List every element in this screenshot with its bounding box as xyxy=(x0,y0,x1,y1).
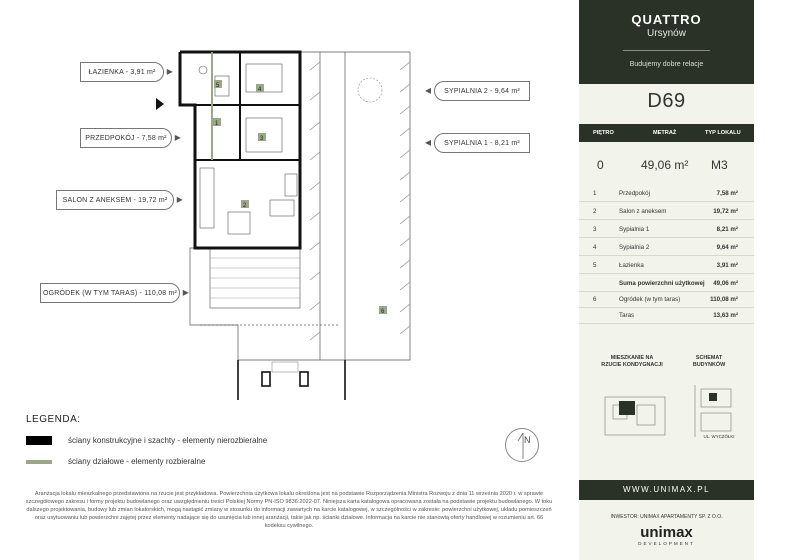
callout-przedpokoj xyxy=(80,128,181,148)
info-panel xyxy=(579,0,754,560)
room-name: Taras xyxy=(619,312,635,319)
arrow-left-icon: ◂ xyxy=(425,135,432,149)
room-number-4: 4 xyxy=(258,87,262,93)
callout-ogrodek-label: OGRÓDEK (W TYM TARAS) - 110,08 m² xyxy=(42,289,178,297)
arrow-right-icon: ▸ xyxy=(166,64,173,78)
room-row xyxy=(579,222,754,238)
website-link[interactable]: WWW.UNIMAX.PL xyxy=(579,480,754,500)
room-name: Przedpokój xyxy=(619,190,650,197)
divider xyxy=(623,50,710,51)
room-num: 1 xyxy=(593,190,597,197)
room-row xyxy=(579,292,754,308)
room-name: Sypialnia 1 xyxy=(619,226,650,233)
room-area: 3,91 m² xyxy=(716,262,738,269)
panel-header xyxy=(579,0,754,84)
minimap-buildings-label: SCHEMAT BUDYNKÓW xyxy=(692,355,726,368)
room-number-6: 6 xyxy=(381,309,385,315)
room-area: 19,72 m² xyxy=(713,208,738,215)
room-name: Sypialnia 2 xyxy=(619,244,650,251)
legend-swatch-green xyxy=(26,460,52,464)
unit-header-bar xyxy=(579,124,754,142)
arrow-right-icon: ▸ xyxy=(182,285,189,299)
room-name: Łazienka xyxy=(619,262,644,269)
callout-salon-label: SALON Z ANEKSEM - 19,72 m² xyxy=(62,196,168,204)
room-name: Salon z aneksem xyxy=(619,208,667,215)
north-compass-icon xyxy=(505,428,539,462)
room-row xyxy=(579,186,754,202)
value-type: M3 xyxy=(711,158,728,172)
room-num: 4 xyxy=(593,244,597,251)
brand-subtitle: Ursynów xyxy=(647,28,686,39)
room-num: 6 xyxy=(593,296,597,303)
room-number-2: 2 xyxy=(243,203,247,209)
callout-sypialnia1-label: SYPIALNIA 1 - 8,21 m² xyxy=(444,139,520,147)
sum-name: Suma powierzchni użytkowej xyxy=(619,280,705,287)
sum-area: 49,06 m² xyxy=(713,280,738,287)
header-area: METRAŻ xyxy=(653,130,677,136)
callout-salon xyxy=(56,190,183,210)
legend-title: LEGENDA: xyxy=(26,414,81,425)
header-type: TYP LOKALU xyxy=(705,130,741,136)
callout-lazienka-label: ŁAZIENKA - 3,91 m² xyxy=(88,68,156,76)
unit-code: D69 xyxy=(647,90,686,112)
minimap-floor-label: MIESZKANIE NA RZUCIE KONDYGNACJI xyxy=(601,355,663,368)
room-name: Ogródek (w tym taras) xyxy=(619,296,681,303)
room-area: 9,64 m² xyxy=(716,244,738,251)
callout-sypialnia2-label: SYPIALNIA 2 - 9,64 m² xyxy=(444,87,520,95)
svg-text:N: N xyxy=(524,435,531,445)
minimaps xyxy=(579,355,754,439)
room-area: 13,63 m² xyxy=(713,312,738,319)
room-row xyxy=(579,204,754,220)
value-area: 49,06 m² xyxy=(641,158,689,172)
room-num: 2 xyxy=(593,208,597,215)
arrow-right-icon: ▸ xyxy=(176,192,183,206)
legend-item-label: ściany działowe - elementy rozbieralne xyxy=(68,457,206,466)
header-floor: PIĘTRO xyxy=(593,130,614,136)
room-row xyxy=(579,240,754,256)
callout-przedpokoj-label: PRZEDPOKÓJ - 7,58 m² xyxy=(85,134,167,142)
legend-swatch-black xyxy=(26,436,52,445)
callout-sypialnia2 xyxy=(425,81,530,101)
callout-lazienka xyxy=(80,62,173,82)
room-row xyxy=(579,258,754,274)
unimax-logo: unimax xyxy=(640,524,693,541)
room-area: 7,58 m² xyxy=(716,190,738,197)
brand-name: QUATTRO xyxy=(631,12,702,27)
room-num: 5 xyxy=(593,262,597,269)
room-number-5: 5 xyxy=(216,83,220,89)
unit-values xyxy=(579,158,754,178)
room-number-1: 1 xyxy=(215,121,219,127)
disclaimer-text: Aranżacja lokalu mieszkalnego przedstawiona na rzucie jest przykładowa. Powierzchnia użytkowa lokalu określona jest na podstawie Rozporządzenia Ministra Rozwoju z dnia 11 września 2020 r. w sprawie szczegółowego zakresu i formy projektu budowlanego oraz uwzględnieniu treści Polskiej Normy PN-ISO 9836:2022-07. Niniejsza karta katalogowa opracowana została na podstawie projektu budowlanego. W toku dalszego projektowania, budowy lub zmian lokatorskich, mogą nastąpić zmiany w stosunku do informacji zawartych na karcie katalogowej, w szczególności w zakresie: powierzchni użytkowej, układu pomieszczeń oraz usytuowaniu lub powierzchni zajętej przez elementy nadające się do usunięcia lub innej aranżacji, takie jak np. ścianki działowe. Informacja na karcie nie stanowią oferty handlowej w rozumieniu art. 66 kodeksu cywilnego. xyxy=(25,491,553,529)
value-floor: 0 xyxy=(597,158,604,172)
room-area: 110,08 m² xyxy=(710,296,738,303)
investor-text: INWESTOR: UNIMAX APARTAMENTY SP. Z O.O. xyxy=(610,514,723,520)
logo-subtitle: DEVELOPMENT xyxy=(638,541,695,546)
sum-row xyxy=(579,276,754,292)
room-row xyxy=(579,308,754,324)
arrow-left-icon: ◂ xyxy=(425,83,432,97)
street-label: UL. WYCZÓŁKI xyxy=(703,434,735,439)
tagline: Budujemy dobre relacje xyxy=(629,61,704,68)
legend-item-label: ściany konstrukcyjne i szachty - elementy nierozbieralne xyxy=(68,436,268,445)
legend-item-structural xyxy=(26,436,267,445)
room-number-3: 3 xyxy=(260,136,264,142)
legend-item-partition xyxy=(26,457,205,466)
callout-sypialnia1 xyxy=(425,133,530,153)
arrow-right-icon: ▸ xyxy=(174,130,181,144)
room-num: 3 xyxy=(593,226,597,233)
room-area: 8,21 m² xyxy=(716,226,738,233)
callout-ogrodek xyxy=(40,283,189,303)
